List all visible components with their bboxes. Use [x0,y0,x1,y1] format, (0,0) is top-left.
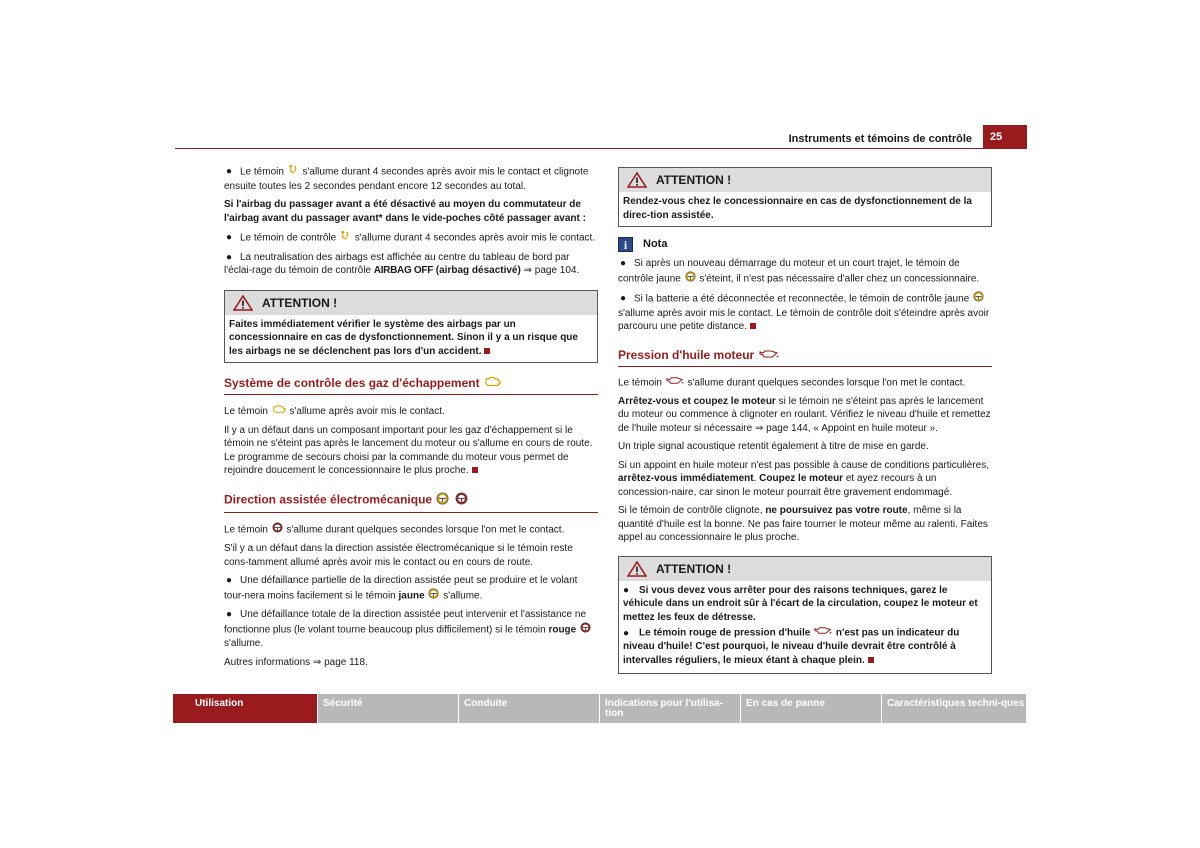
page-reference-link[interactable]: ⇒ page 104. [523,265,580,276]
end-mark [484,348,490,354]
tab-indications[interactable]: Indications pour l'utilisa-tion [600,694,740,723]
tab-en-cas-de-panne[interactable]: En cas de panne [741,694,881,723]
steering-icon [272,522,283,538]
oil-warning-bullet-2: ● Le témoin rouge de pression d'huile n'est pas un indicateur du niveau d'huile! C'est pourquoi, le niveau d'huile devrait être contrôlé à intervalles réguliers, le mieux étant à chaque plein. [623,627,960,666]
steering-icon [973,291,984,307]
steering-more-info-link[interactable]: Autres informations ⇒ page 118. [224,656,368,668]
oil-can-icon [666,376,684,390]
warning-triangle-icon [627,561,647,577]
left-column [224,164,598,674]
steering-icon [455,492,468,509]
warning-label: ATTENTION ! [656,561,732,576]
running-header-title: Instruments et témoins de contrôle [788,133,972,145]
nota-heading: i Nota [618,237,992,252]
steering-bullet-partial: ● Une défaillance partielle de la direction assistée peut se produire et le volant tour-nera moins facilement si le témoin jaune s'allume. [224,574,598,603]
airbag-icon [340,230,351,246]
end-mark [868,657,874,663]
steering-p2: S'il y a un défaut dans la direction assistée électromécanique si le témoin reste cons-tamment allumé après avoir mis le contact ou en cours de route. [224,543,573,568]
oil-warning-bullet-1: ● Si vous devez vous arrêter pour des raisons techniques, garez le véhicule dans un endroit sûr à l'écart de la circulation, coupez le moteur et mettez les feux de détresse. [623,584,978,623]
exhaust-p1: Le témoin s'allume après avoir mis le contact. [224,406,445,418]
right-column [618,164,992,687]
oil-can-icon [814,626,832,640]
page-number: 25 [983,125,1027,149]
tab-caracteristiques[interactable]: Caractéristiques techni-ques [882,694,1026,723]
steering-icon [436,492,449,509]
warning-triangle-icon [627,172,647,188]
nota-bullet-2: ● Si la batterie a été déconnectée et reconnectée, le témoin de contrôle jaune s'allume après avoir mis le contact. Le témoin de contrôle doit s'éteindre après avoir parcouru une petite distance. [618,291,992,334]
engine-check-icon [272,404,286,419]
oil-warning-box [618,556,992,674]
airbag-blink-paragraph: ● Le témoin s'allume durant 4 secondes après avoir mis le contact et clignote ensuite toutes les 2 secondes pendant encore 12 secondes au total. [224,164,598,193]
oil-p5: Si le témoin de contrôle clignote, ne poursuivez pas votre route, même si la quantité d'huile est la bonne. Ne pas faire tourner le moteur même au ralenti. Faites appel au concessionnaire le plus proche. [618,505,988,544]
oil-p4: Si un appoint en huile moteur n'est pas possible à cause de conditions particulières, arrêtez-vous immédiatement. Coupez le moteur et ayez recours à un concession-naire, car sinon le moteur pourrait être gravement endommagé. [618,459,990,498]
header-rule [175,148,1027,149]
steering-p1: Le témoin s'allume durant quelques secondes lorsque l'on met le contact. [224,522,598,538]
end-mark [750,323,756,329]
footer-chapter-tabs [173,694,1027,723]
airbag-icon [288,164,299,180]
steering-icon [580,622,591,638]
exhaust-p2: Il y a un défaut dans un composant important pour les gaz d'échappement si le témoin ne s'éteint pas après le lancement du moteur ou s'allume en cours de route. Le programme de secours choisi par la commande du moteur vous permet de rejoindre doucement le concessionnaire le plus proche. [224,424,593,477]
engine-check-icon [484,376,501,391]
airbag-off-paragraph: ● La neutralisation des airbags est affichée au centre du tableau de bord par l'éclai-rage du témoin de contrôle AIRBAG OFF (airbag désactivé) ⇒ page 104. [224,251,580,276]
airbag-warning-box: ATTENTION ! Faites immédiatement vérifier le système des airbags par un concessionnaire en cas de dysfonctionnement. Sinon il y a un risque que les airbags ne se déclenchent pas lors d'un accident. [224,290,598,364]
section-title-exhaust: Système de contrôle des gaz d'échappement [224,376,598,395]
steering-warning-box: ATTENTION ! Rendez-vous chez le concessionnaire en cas de dysfonctionnement de la direc-tion assistée. [618,167,992,227]
tab-conduite[interactable]: Conduite [459,694,599,723]
steering-icon [685,271,696,287]
section-title-oil: Pression d'huile moteur [618,348,992,367]
tab-utilisation[interactable]: Utilisation [173,694,317,723]
oil-p3: Un triple signal acoustique retentit également à titre de mise en garde. [618,441,929,453]
airbag-off-label: AIRBAG OFF [373,265,433,276]
steering-bullet-total: ● Une défaillance totale de la direction assistée peut intervenir et l'assistance ne fonctionne plus (le volant tourne beaucoup plus difficilement) si le témoin rouge s'allume. [224,608,598,651]
nota-bullet-1: ● Si après un nouveau démarrage du moteur et un court trajet, le témoin de contrôle jaune s'éteint, il n'est pas nécessaire d'aller chez un concessionnaire. [618,257,992,286]
oil-can-icon [759,348,779,363]
oil-p2: Arrêtez-vous et coupez le moteur si le témoin ne s'éteint pas après le lancement du moteur ou commence à clignoter en roulant. Vérifiez le niveau d'huile et remettez de l'huile moteur si nécessaire ⇒ page 144, « Appoint en huile moteur ». [618,395,991,434]
section-title-steering: Direction assistée électromécanique [224,492,598,513]
warning-label: ATTENTION ! [262,295,338,310]
passenger-airbag-heading: Si l'airbag du passager avant a été désactivé au moyen du commutateur de l'airbag avant du passager avant* dans le vide-poches côté passager avant : [224,199,586,224]
info-icon: i [618,237,633,252]
warning-label: ATTENTION ! [656,173,732,187]
warning-triangle-icon [233,295,253,311]
airbag-4s-paragraph: ● Le témoin de contrôle s'allume durant 4 secondes après avoir mis le contact. [224,230,598,246]
steering-icon [428,588,439,604]
tab-securite[interactable]: Sécurité [318,694,458,723]
end-mark [472,467,478,473]
oil-p1: Le témoin s'allume durant quelques secondes lorsque l'on met le contact. [618,377,966,389]
